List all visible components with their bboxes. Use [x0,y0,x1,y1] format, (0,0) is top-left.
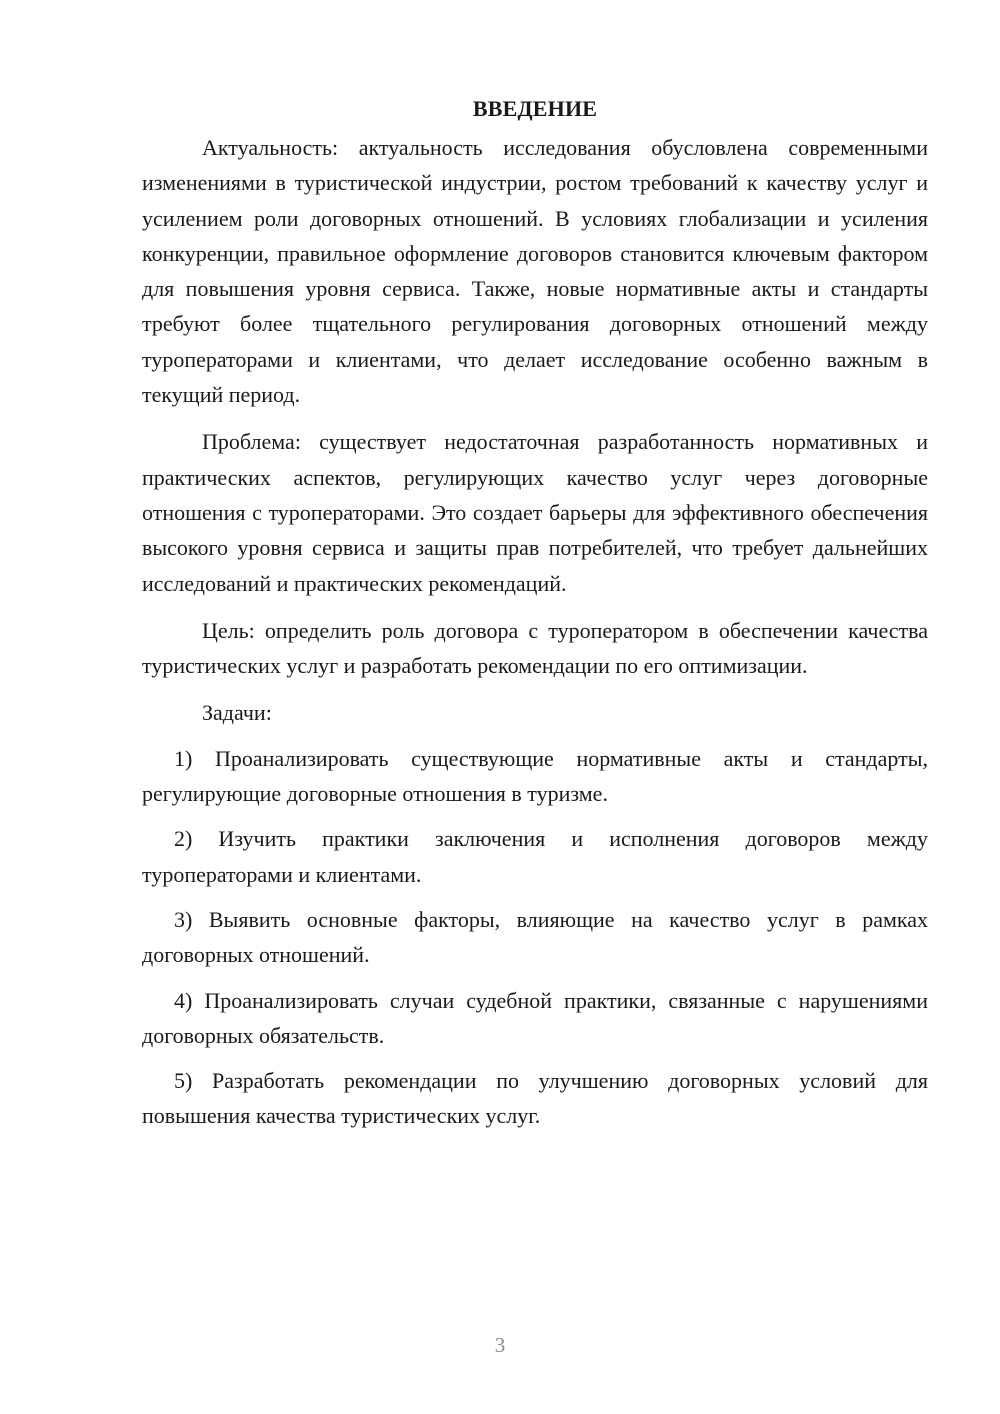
task-item-2: 2) Изучить практики заключения и исполнения договоров между туроператорами и клиентами. [142,826,928,887]
page-number: 3 [494,1333,506,1357]
task-item-4: 4) Проанализировать случаи судебной практики, связанные с нарушениями договорных обязательств. [142,987,928,1048]
goal-paragraph: Цель: определить роль договора с туроператором в обеспечении качества туристических услуг и разработать рекомендации по его оптимизации. [142,617,928,679]
relevance-paragraph: Актуальность: актуальность исследования обусловлена современными изменениями в туристической индустрии, ростом требований к качеству услуг и усилением роли договорных отношений. В условиях глобализации и усиления конкуренции, правильное оформление договоров становится ключевым фактором для повышения уровня сервиса. Также, новые нормативные акты и стандарты требуют более тщательного регулирования договорных отношений между туроператорами и клиентами, что делает исследование особенно важным в текущий период. [142,135,928,408]
task-item-5: 5) Разработать рекомендации по улучшению договорных условий для повышения качества туристических услуг. [142,1068,928,1129]
task-item-1: 1) Проанализировать существующие нормативные акты и стандарты, регулирующие договорные отношения в туризме. [142,745,928,807]
tasks-heading: Задачи: [202,700,272,726]
document-page [142,94,928,1134]
problem-paragraph: Проблема: существует недостаточная разработанность нормативных и практических аспектов, регулирующих качество услуг через договорные отношения с туроператорами. Это создает барьеры для эффективного обеспечения высокого уровня сервиса и защиты прав потребителей, что требует дальнейших исследований и практических рекомендаций. [142,429,928,596]
section-title: ВВЕДЕНИЕ [472,96,598,121]
task-item-3: 3) Выявить основные факторы, влияющие на качество услуг в рамках договорных отношений. [142,906,928,968]
